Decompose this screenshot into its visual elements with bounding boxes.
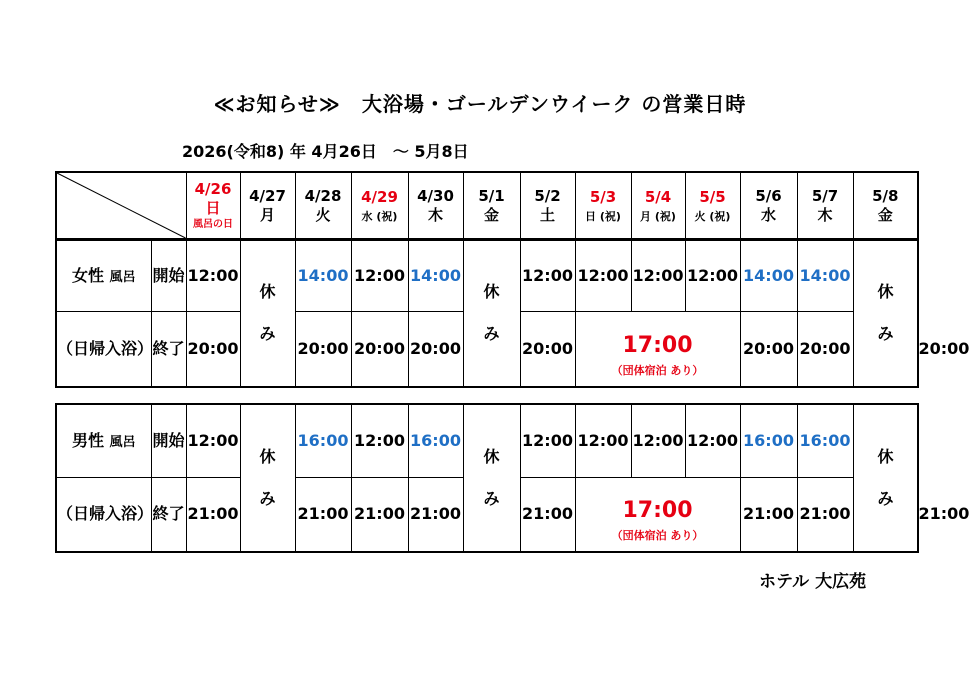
group-stay-note: （団体宿泊 あり）: [611, 363, 704, 377]
rest-char: み: [259, 489, 276, 508]
rest-char: 休: [877, 447, 894, 466]
rest-char: み: [259, 324, 276, 344]
women-bath-label: [56, 241, 151, 312]
day-header-5-6: [740, 172, 797, 239]
day-dow: 木: [817, 205, 833, 224]
women-open-4-30: 14:00: [408, 241, 463, 312]
day-date: 5/3: [589, 187, 617, 206]
hotel-name: ホテル 大広苑: [759, 572, 867, 592]
men-closed-5-1: [463, 404, 520, 552]
women-open-5-4: 12:00: [631, 241, 685, 312]
day-date: 5/1: [478, 186, 505, 205]
day-date: 4/30: [417, 186, 454, 205]
men-open-5-2: 12:00: [520, 404, 575, 477]
day-header-5-4: [631, 172, 685, 239]
rest-char: 休: [259, 447, 276, 466]
men-close-special-time: 17:00: [622, 498, 693, 523]
men-open-4-28: 16:00: [295, 404, 351, 477]
bath-day-note: 風呂の日: [193, 218, 233, 230]
day-date: 5/5: [699, 187, 726, 206]
men-label: 男性: [71, 430, 104, 450]
day-header-5-8: [853, 172, 918, 239]
men-close-4-30: 21:00: [408, 477, 463, 552]
women-close-4-26: 20:00: [186, 312, 240, 387]
men-close-5-2: 21:00: [520, 477, 575, 552]
women-open-4-29: 12:00: [351, 241, 408, 312]
women-label: 女性: [71, 266, 104, 285]
day-date: 5/4: [644, 187, 672, 206]
men-bath-label: [56, 404, 151, 477]
men-open-4-29: 12:00: [351, 404, 408, 477]
bath-label: 風呂: [109, 270, 136, 285]
men-open-5-4: 12:00: [631, 404, 685, 477]
women-schedule-table: 女性 風呂 開始 12:00 休 み 14:00 12:00 14:00 休 み 12:00 12:00 12:00 12:00 14:00 14:00 休 み （日帰入浴） 終了 20:00 20:00 20:00 20:00 20:00 17:00 （団体宿泊 あり） 20:00 20:00 20:00: [55, 240, 919, 388]
men-closed-4-27: [240, 404, 295, 552]
header-table: [55, 171, 919, 240]
day-header-5-3: [575, 172, 631, 239]
day-dow: 火 (祝): [694, 209, 731, 223]
men-close-special: [575, 477, 740, 552]
women-close-5-6: 20:00: [797, 312, 853, 387]
women-close-4-29: 20:00: [351, 312, 408, 387]
day-header-4-29: [351, 172, 408, 239]
rest-char: 休: [483, 282, 500, 302]
day-date: 5/2: [534, 186, 561, 205]
day-dow: 木: [427, 205, 443, 224]
page-title: ≪お知らせ≫ 大浴場・ゴールデンウイーク の営業日時: [213, 92, 747, 116]
day-date: 4/29: [361, 187, 398, 206]
rest-char: み: [877, 489, 894, 508]
women-closed-4-27: [240, 241, 295, 387]
day-dow: 日 (祝): [585, 209, 621, 223]
day-header-5-1: [463, 172, 520, 239]
women-close-special-time: 17:00: [622, 332, 693, 358]
day-dow: 月: [259, 205, 275, 224]
women-open-5-5: 12:00: [685, 241, 740, 312]
rest-char: 休: [877, 282, 894, 302]
day-date: 4/28: [304, 186, 342, 205]
day-dow: 日: [205, 198, 221, 217]
women-open-5-7: 14:00: [797, 241, 853, 312]
day-header-4-27: [240, 172, 295, 239]
day-dow: 金: [877, 205, 893, 224]
men-schedule-table: 男性 風呂 開始 12:00 休 み 16:00 12:00 16:00 休 み 12:00 12:00 12:00 12:00 16:00 16:00 休 み （日帰入浴） 終了 21:00 21:00 21:00 21:00 21:00 17:00 （団体宿泊 あり） 21:00 21:00 21:00: [55, 403, 919, 553]
day-dow: 火: [315, 205, 331, 224]
rest-char: み: [483, 324, 500, 344]
open-label: 開始: [151, 241, 186, 312]
men-open-5-7: 16:00: [797, 404, 853, 477]
corner-diagonal-line: [57, 173, 186, 238]
day-dow: 土: [539, 205, 555, 224]
day-dow: 水: [760, 205, 776, 224]
rest-char: み: [877, 324, 894, 344]
day-dow: 水 (祝): [361, 209, 398, 223]
rest-char: 休: [259, 282, 276, 302]
day-use-label: （日帰入浴）: [56, 312, 151, 387]
day-dow: 金: [483, 205, 499, 224]
men-open-5-6: 16:00: [740, 404, 797, 477]
day-header-4-26: [186, 172, 240, 239]
day-header-4-28: [295, 172, 351, 239]
men-closed-5-8: [853, 404, 918, 552]
open-label: 開始: [151, 404, 186, 477]
bath-label: 風呂: [109, 434, 136, 450]
men-open-4-30: 16:00: [408, 404, 463, 477]
women-close-5-2: 20:00: [520, 312, 575, 387]
men-close-5-6: 21:00: [797, 477, 853, 552]
rest-char: 休: [483, 447, 500, 466]
women-open-5-3: 12:00: [575, 241, 631, 312]
day-header-5-5: [685, 172, 740, 239]
men-close-5-5: 21:00: [740, 477, 797, 552]
corner-cell: [56, 172, 186, 239]
group-stay-note: （団体宿泊 あり）: [611, 529, 704, 542]
men-close-4-26: 21:00: [186, 477, 240, 552]
women-open-5-6: 14:00: [740, 241, 797, 312]
men-open-5-5: 12:00: [685, 404, 740, 477]
day-header-5-2: [520, 172, 575, 239]
men-close-4-28: 21:00: [295, 477, 351, 552]
women-close-4-28: 20:00: [295, 312, 351, 387]
women-close-5-5: 20:00: [740, 312, 797, 387]
men-close-4-29: 21:00: [351, 477, 408, 552]
close-label: 終了: [151, 312, 186, 387]
men-open-5-3: 12:00: [575, 404, 631, 477]
women-open-4-28: 14:00: [295, 241, 351, 312]
day-date: 5/8: [872, 186, 899, 205]
close-label: 終了: [151, 477, 186, 552]
day-header-4-30: [408, 172, 463, 239]
day-date: 4/26: [194, 179, 232, 198]
women-close-4-30: 20:00: [408, 312, 463, 387]
women-closed-5-1: [463, 241, 520, 387]
day-date: 5/6: [755, 186, 782, 205]
day-date: 4/27: [249, 186, 286, 205]
rest-char: み: [483, 489, 500, 508]
men-open-4-26: 12:00: [186, 404, 240, 477]
day-dow: 月 (祝): [640, 209, 676, 223]
day-date: 5/7: [811, 186, 839, 205]
women-close-special: [575, 312, 740, 387]
day-use-label: （日帰入浴）: [56, 477, 151, 552]
women-open-5-2: 12:00: [520, 241, 575, 312]
women-closed-5-8: [853, 241, 918, 387]
period-text: 2026(令和8) 年 4月26日 ～ 5月8日: [182, 142, 469, 161]
day-header-5-7: [797, 172, 853, 239]
women-open-4-26: 12:00: [186, 241, 240, 312]
